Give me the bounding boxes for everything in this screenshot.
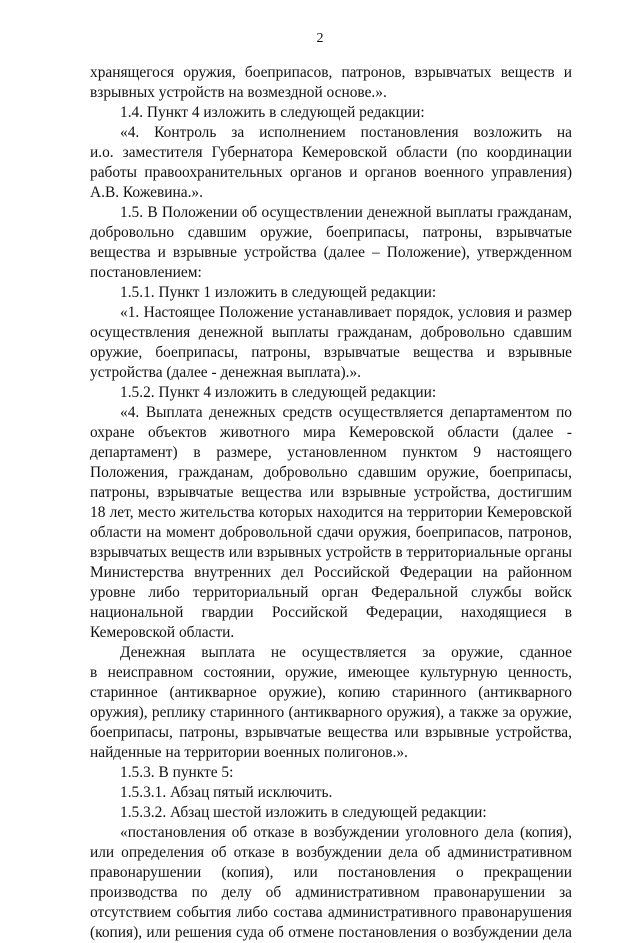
text-line: патроны, взрывчатые вещества или взрывные устройства, достигшим <box>90 484 572 501</box>
text-line: взрывных устройств на возмездной основе.». <box>90 84 387 101</box>
text-line: национальной гвардии Российской Федерации, находящиеся в <box>90 604 572 621</box>
text-line: старинное (антикварное оружие), копию старинного (антикварного <box>90 684 572 701</box>
text-line: Кемеровской области. <box>90 624 235 641</box>
text-line: 1.5.3.1. Абзац пятый исключить. <box>120 784 333 801</box>
text-line: боеприпасы, патроны, взрывчатые вещества или взрывные устройства, <box>90 724 572 741</box>
text-line: найденные на территории военных полигонов.». <box>90 744 408 761</box>
text-line: А.В. Кожевина.». <box>90 184 203 201</box>
text-line: «4. Выплата денежных средств осуществляется департаментом по <box>120 404 572 421</box>
text-line: Денежная выплата не осуществляется за оружие, сданное <box>120 644 572 661</box>
text-line: 1.5.1. Пункт 1 изложить в следующей редакции: <box>120 284 437 301</box>
text-line: 1.4. Пункт 4 изложить в следующей редакции: <box>120 104 425 121</box>
text-line: Положения, гражданам, добровольно сдавшим оружие, боеприпасы, <box>90 464 572 481</box>
text-line: добровольно сдавшим оружие, боеприпасы, патроны, взрывчатые <box>90 224 572 241</box>
text-line: «постановления об отказе в возбуждении уголовного дела (копия), <box>120 824 572 841</box>
text-line: и.о. заместителя Губернатора Кемеровской области (по координации <box>90 144 572 161</box>
text-line: правонарушении (копия), или постановления о прекращении <box>90 864 572 881</box>
page-number: 2 <box>316 31 324 46</box>
text-line: взрывчатых веществ или взрывных устройств в территориальные органы <box>90 544 572 561</box>
text-line: области на момент добровольной сдачи оружия, боеприпасов, патронов, <box>90 524 572 541</box>
text-line: осуществления денежной выплаты гражданам, добровольно сдавшим <box>90 324 572 341</box>
text-line: постановлением: <box>90 264 202 281</box>
text-line: Министерства внутренних дел Российской Федерации на районном <box>90 564 572 581</box>
text-line: вещества и взрывные устройства (далее – Положение), утвержденном <box>90 244 572 261</box>
text-line: в неисправном состоянии, оружие, имеющее культурную ценность, <box>90 664 572 681</box>
text-line: «4. Контроль за исполнением постановления возложить на <box>120 124 572 141</box>
text-line: уровне либо территориальный орган Федеральной службы войск <box>90 584 572 601</box>
text-line: оружие, боеприпасы, патроны, взрывчатые вещества и взрывные <box>90 344 572 361</box>
text-line: 1.5. В Положении об осуществлении денежной выплаты гражданам, <box>120 204 572 221</box>
text-line: хранящегося оружия, боеприпасов, патронов, взрывчатых веществ и <box>90 64 572 81</box>
text-line: охране объектов животного мира Кемеровской области (далее - <box>90 424 572 441</box>
document-body <box>90 63 572 943</box>
text-line: «1. Настоящее Положение устанавливает порядок, условия и размер <box>120 304 572 321</box>
text-line: работы правоохранительных органов и органов военного управления) <box>90 164 572 181</box>
text-line: отсутствием события либо состава административного правонарушения <box>90 904 572 921</box>
text-line: департамент) в размере, установленном пунктом 9 настоящего <box>90 444 572 461</box>
text-line: 1.5.3. В пункте 5: <box>120 764 234 781</box>
text-line: оружия), реплику старинного (антикварного оружия), а также за оружие, <box>90 704 572 721</box>
text-line: 1.5.3.2. Абзац шестой изложить в следующей редакции: <box>120 804 487 821</box>
text-line: или определения об отказе в возбуждении дела об административном <box>90 844 572 861</box>
text-line: производства по делу об административном правонарушении за <box>90 884 572 901</box>
text-line: (копия), или решения суда об отмене постановления о возбуждении дела <box>90 924 572 941</box>
text-line: устройства (далее - денежная выплата).». <box>90 364 362 381</box>
text-line: 1.5.2. Пункт 4 изложить в следующей редакции: <box>120 384 437 401</box>
text-line: 18 лет, место жительства которых находится на территории Кемеровской <box>90 504 572 521</box>
